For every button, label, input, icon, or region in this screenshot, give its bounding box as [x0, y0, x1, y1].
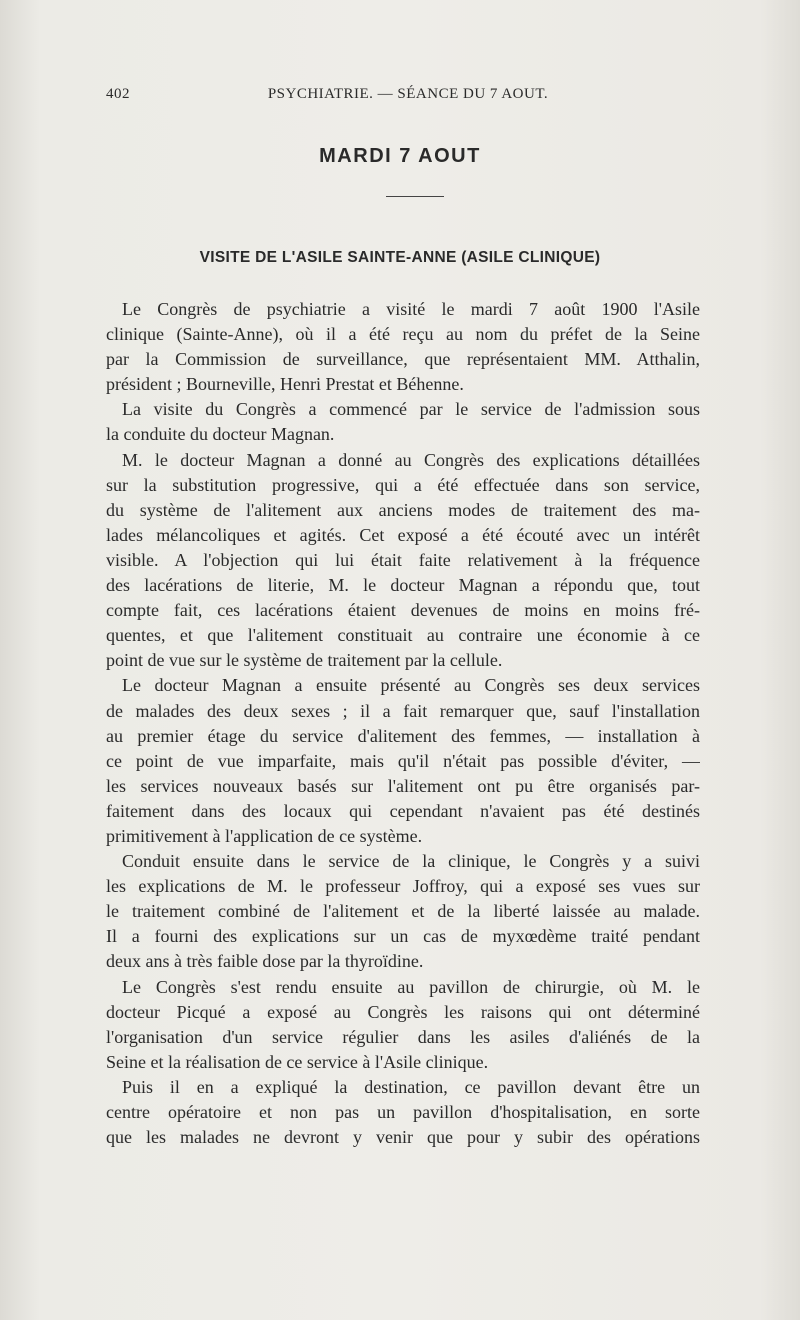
text-line: centre opératoire et non pas un pavillon d'hospitalisation, en sorte [106, 1102, 700, 1122]
text-line: de malades des deux sexes ; il a fait remarquer que, sauf l'installation [106, 700, 700, 721]
running-header [106, 86, 700, 108]
text-line: docteur Picqué a exposé au Congrès les raisons qui ont déterminé [106, 1001, 700, 1022]
text-line: visible. A l'objection qui lui était faite relativement à la fréquence [106, 549, 700, 570]
text-line: l'organisation d'un service régulier dans les asiles d'aliénés de la [106, 1026, 700, 1047]
separator-rule [386, 196, 444, 197]
text-line: lades mélancoliques et agités. Cet exposé a été écouté avec un intérêt [106, 524, 700, 545]
text-line: Puis il en a expliqué la destination, ce pavillon devant être un [122, 1076, 700, 1097]
text-line: par la Commission de surveillance, que représentaient MM. Atthalin, [106, 349, 700, 370]
text-line: M. le docteur Magnan a donné au Congrès des explications détaillées [122, 449, 700, 470]
text-line: Il a fourni des explications sur un cas de myxœdème traité pendant [106, 926, 700, 947]
text-line: primitivement à l'application de ce système. [106, 825, 423, 846]
text-line: que les malades ne devront y venir que pour y subir des opérations [106, 1127, 700, 1148]
text-line: compte fait, ces lacérations étaient devenues de moins en moins fré- [106, 600, 700, 621]
text-line: la conduite du docteur Magnan. [106, 424, 335, 445]
text-line: Seine et la réalisation de ce service à l'Asile clinique. [106, 1051, 489, 1072]
text-line: ce point de vue imparfaite, mais qu'il n'était pas possible d'éviter, — [106, 750, 700, 771]
text-line: des lacérations de literie, M. le docteur Magnan a répondu que, tout [106, 575, 700, 596]
text-line: sur la substitution progressive, qui a été effectuée dans son service, [106, 474, 700, 495]
running-title: PSYCHIATRIE. — SÉANCE DU 7 AOUT. [267, 86, 549, 102]
section-title: VISITE DE L'ASILE SAINTE-ANNE (ASILE CLINIQUE) [199, 249, 601, 266]
text-line: faitement dans des locaux qui cependant n'avaient pas été destinés [106, 800, 700, 821]
text-line: le traitement combiné de l'alitement et de la liberté laissée au malade. [106, 901, 700, 922]
page-number: 402 [106, 86, 130, 102]
text-line: du système de l'alitement aux anciens modes de traitement des ma- [106, 499, 700, 520]
text-line: deux ans à très faible dose par la thyroïdine. [106, 951, 424, 972]
text-line: Le Congrès de psychiatrie a visité le mardi 7 août 1900 l'Asile [122, 299, 700, 319]
text-line: clinique (Sainte-Anne), où il a été reçu au nom du préfet de la Seine [106, 324, 700, 345]
text-line: quentes, et que l'alitement constituait au contraire une économie à ce [106, 625, 700, 646]
text-line: Conduit ensuite dans le service de la clinique, le Congrès y a suivi [122, 851, 700, 872]
text-line: Le Congrès s'est rendu ensuite au pavillon de chirurgie, où M. le [122, 976, 700, 997]
text-line: les explications de M. le professeur Joffroy, qui a exposé ses vues sur [106, 876, 700, 897]
body-text [106, 297, 700, 1150]
text-line: les services nouveaux basés sur l'alitement ont pu être organisés par- [106, 775, 700, 796]
text-line: au premier étage du service d'alitement des femmes, — installation à [106, 725, 700, 746]
text-line: Le docteur Magnan a ensuite présenté au Congrès ses deux services [122, 675, 700, 696]
day-title: MARDI 7 AOUT [319, 145, 481, 167]
text-line: La visite du Congrès a commencé par le service de l'admission sous [122, 399, 700, 420]
text-line: point de vue sur le système de traitement par la cellule. [106, 650, 503, 671]
text-line: président ; Bourneville, Henri Prestat et Béhenne. [106, 374, 464, 395]
